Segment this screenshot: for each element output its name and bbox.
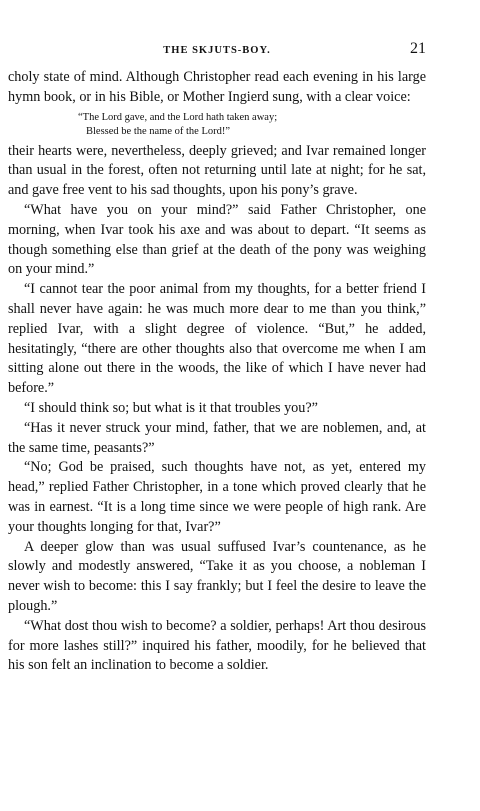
page-number: 21	[410, 40, 426, 57]
paragraph: their hearts were, nevertheless, deeply grieved; and Ivar remained longer than usual in the forest, often not returning until late at night; for he sat, and gave free vent to his sad thoughts, upon his pony’s grave.	[8, 142, 426, 199]
paragraph: “What have you on your mind?” said Father Christopher, one morning, when Ivar took his axe and was about to depart. “It seems as though something else than grief at the death of the pony was weighing on your mind.”	[8, 201, 426, 278]
hymn-line: “The Lord gave, and the Lord hath taken away;	[78, 111, 278, 123]
paragraph: A deeper glow than was usual suffused Ivar’s countenance, as he slowly and modestly answered, “Take it as you choose, a nobleman I never wish to become: this I say frankly; but I feel the desire to leave the plough.”	[8, 538, 426, 614]
hymn-quote	[78, 111, 426, 139]
paragraph: “I cannot tear the poor animal from my thoughts, for a better friend I shall never have again: he was much more dear to me than you think,” replied Ivar, with a slight degree of violence. “But,” he added, hesitatingly, “there are other thoughts also that overcome me when I am sitting alone out there in the woods, the like of which I have never had before.”	[8, 281, 426, 397]
intro-paragraph: choly state of mind. Although Christopher read each evening in his large hymn book, or in his Bible, or Mother Ingierd sung, with a clear voice:	[8, 69, 426, 105]
paragraph: “What dost thou wish to become? a soldier, perhaps! Art thou desirous for more lashes still?” inquired his father, moodily, for he believed that his son felt an inclination to become a soldier.	[8, 617, 426, 674]
paragraph: “No; God be praised, such thoughts have not, as yet, entered my head,” replied Father Christopher, in a tone which proved clearly that he was in earnest. “It is a long time since we were people of high rank. Are your thoughts longing for that, Ivar?”	[8, 459, 426, 535]
hymn-line: Blessed be the name of the Lord!”	[86, 125, 231, 137]
paragraph: “I should think so; but what is it that troubles you?”	[24, 399, 318, 416]
page-header	[8, 40, 426, 60]
body-text	[8, 68, 426, 676]
running-title: THE SKJUTS-BOY.	[163, 45, 271, 56]
paragraph: “Has it never struck your mind, father, that we are noblemen, and, at the same time, peasants?”	[8, 419, 426, 456]
